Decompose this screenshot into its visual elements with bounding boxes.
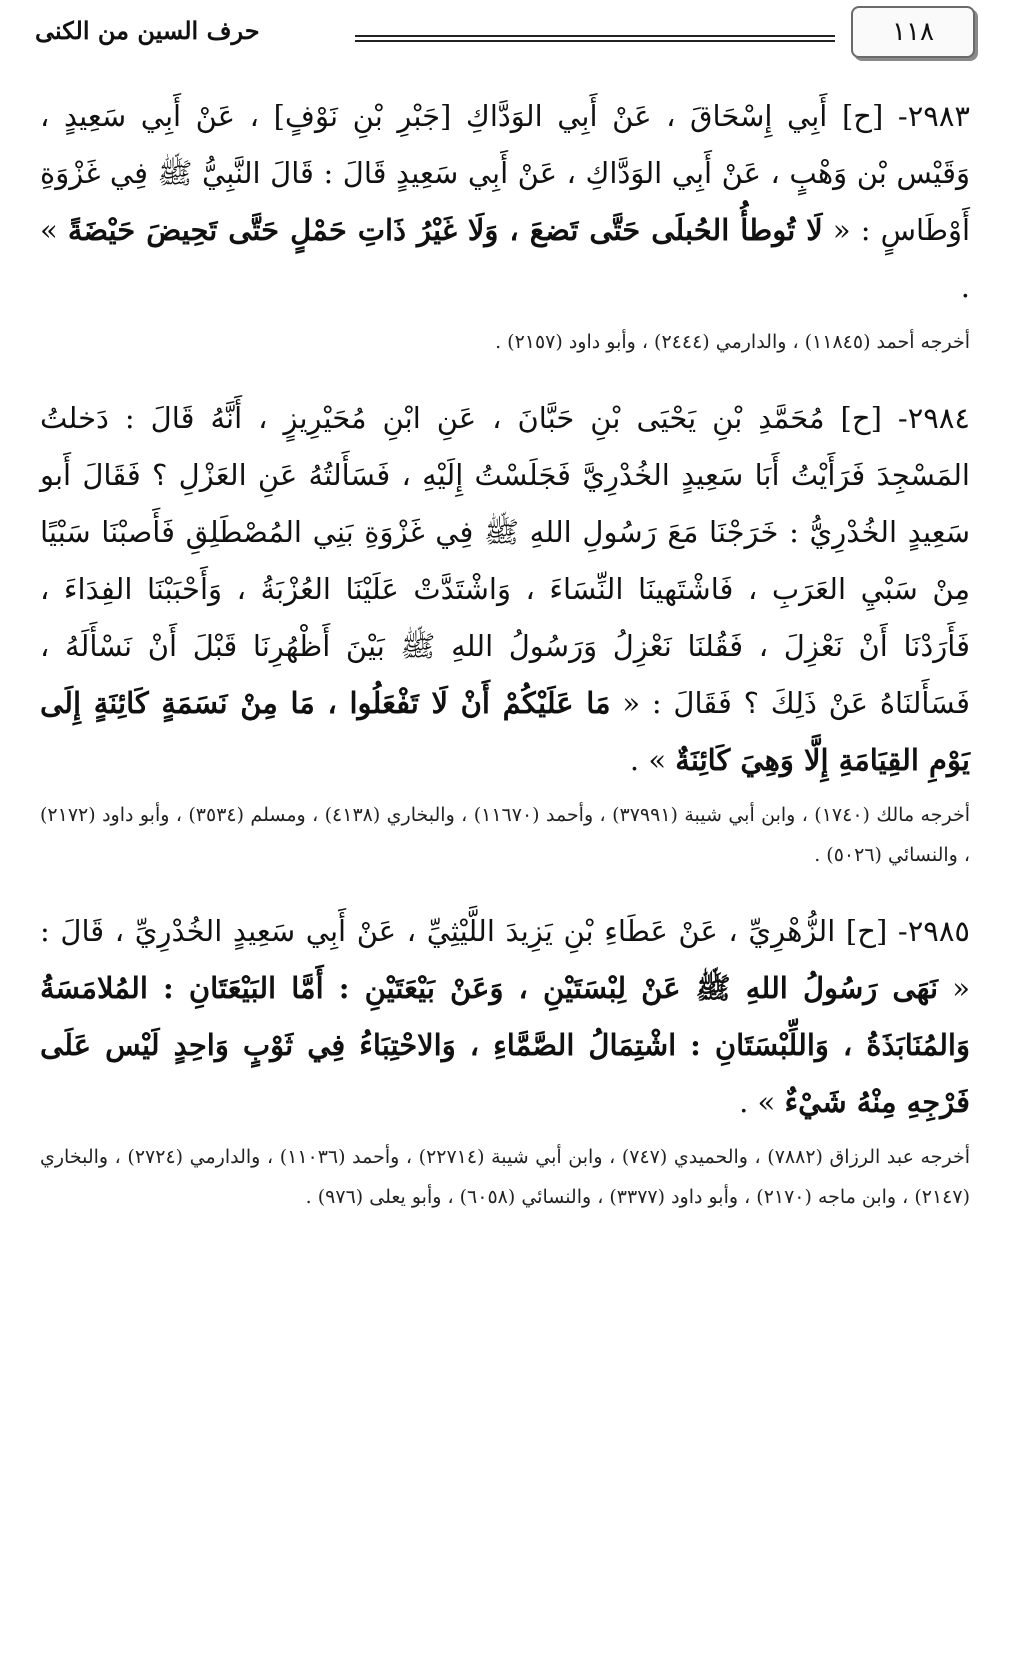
hadith-entry <box>40 88 970 362</box>
hadith-matn: نَهَى رَسُولُ اللهِ ﷺ عَنْ لِبْسَتَيْنِ ، وَعَنْ بَيْعَتَيْنِ : أَمَّا البَيْعَتَانِ : المُلامَسَةُ وَالمُنَابَذَةُ ، وَاللِّبْسَتَانِ : اشْتِمَالُ الصَّمَّاءِ ، وَالاحْتِبَاءُ فِي ثَوْبٍ وَاحِدٍ لَيْس عَلَى فَرْجِهِ مِنْهُ شَيْءٌ <box>40 971 970 1119</box>
hadith-number: ٢٩٨٤ <box>907 401 970 435</box>
hadith-text <box>40 390 970 789</box>
hadith-matn: مَا عَلَيْكُمْ أَنْ لَا تَفْعَلُوا ، مَا مِنْ نَسَمَةٍ كَائِنَةٍ إِلَى يَوْمِ القِيَامَةِ إِلَّا وَهِيَ كَائِنَةٌ <box>40 686 970 777</box>
hadith-text <box>40 903 970 1131</box>
hadith-closing: » . <box>40 213 970 304</box>
hadith-isnad: - [ح] أَبِي إِسْحَاقَ ، عَنْ أَبِي الوَدَّاكِ [جَبْرِ بْنِ نَوْفٍ] ، عَنْ أَبِي سَعِيدٍ ، وَقَيْس بْن وَهْبٍ ، عَنْ أَبِي الوَدَّاكِ ، عَنْ أَبِي سَعِيدٍ قَالَ : قَالَ النَّبِيُّ ﷺ فِي غَزْوَةِ أَوْطَاسٍ : « <box>40 99 971 247</box>
hadith-entry <box>40 390 970 875</box>
hadith-closing: » . <box>739 1085 776 1119</box>
page-content <box>40 88 970 1245</box>
running-title: حرف السين من الكنى <box>35 16 260 45</box>
page-number: ١١٨ <box>851 6 975 58</box>
takhrij-note: أخرجه مالك (١٧٤٠) ، وابن أبي شيبة (٣٧٩٩١) ، وأحمد (١١٦٧٠) ، والبخاري (٤١٣٨) ، ومسلم (٣٥٣٤) ، وأبو داود (٢١٧٢) ، والنسائي (٥٠٢٦) . <box>40 804 970 866</box>
hadith-closing: » . <box>629 743 667 777</box>
hadith-number: ٢٩٨٣ <box>907 99 970 133</box>
hadith-text <box>40 88 970 316</box>
hadith-entry <box>40 903 970 1217</box>
takhrij-note: أخرجه عبد الرزاق (٧٨٨٢) ، والحميدي (٧٤٧) ، وابن أبي شيبة (٢٢٧١٤) ، وأحمد (١١٠٣٦) ، والدارمي (٢٧٢٤) ، والبخاري (٢١٤٧) ، وابن ماجه (٢١٧٠) ، وأبو داود (٣٣٧٧) ، والنسائي (٦٠٥٨) ، وأبو يعلى (٩٧٦) . <box>40 1146 970 1208</box>
page-header <box>30 6 975 62</box>
takhrij-note: أخرجه أحمد (١١٨٤٥) ، والدارمي (٢٤٤٤) ، وأبو داود (٢١٥٧) . <box>495 331 970 353</box>
header-rule <box>355 40 835 42</box>
hadith-matn: لَا تُوطأُ الحُبلَى حَتَّى تَضعَ ، وَلَا غَيْرُ ذَاتِ حَمْلٍ حَتَّى تَحِيضَ حَيْضَةً <box>67 213 823 247</box>
hadith-isnad: - [ح] الزُّهْرِيِّ ، عَنْ عَطَاءِ بْنِ يَزِيدَ اللَّيْثِيِّ ، عَنْ أَبِي سَعِيدٍ الخُدْرِيِّ ، قَالَ : « <box>40 914 971 1005</box>
hadith-isnad: - [ح] مُحَمَّدِ بْنِ يَحْيَى بْنِ حَبَّانَ ، عَنِ ابْنِ مُحَيْرِيزٍ ، أَنَّهُ قَالَ : دَخلتُ المَسْجِدَ فَرَأَيْتُ أَبَا سَعِيدٍ الخُدْرِيَّ فَجَلَسْتُ إِلَيْهِ ، فَسَأَلتُهُ عَنِ العَزْلِ ؟ فَقَالَ أَبو سَعِيدٍ الخُدْرِيُّ : خَرَجْنَا مَعَ رَسُولِ اللهِ ﷺ فِي غَزْوَةِ بَنِي المُصْطَلِقِ فَأَصبْنَا سَبْيًا مِنْ سَبْيِ العَرَبِ ، فَاشْتَهينَا النِّسَاءَ ، وَاشْتَدَّتْ عَلَيْنَا العُزْبَةُ ، وَأَحْبَبْنَا الفِدَاءَ ، فَأَرَدْنَا أَنْ نَعْزِلَ ، فَقُلنَا نَعْزِلُ وَرَسُولُ اللهِ ﷺ بَيْنَ أَظْهُرِنَا قَبْلَ أَنْ نَسْأَلَهُ ، فَسَأَلنَاهُ عَنْ ذَلِكَ ؟ فَقَالَ : « <box>40 401 970 720</box>
hadith-number: ٢٩٨٥ <box>907 914 970 948</box>
header-rule <box>355 35 835 37</box>
